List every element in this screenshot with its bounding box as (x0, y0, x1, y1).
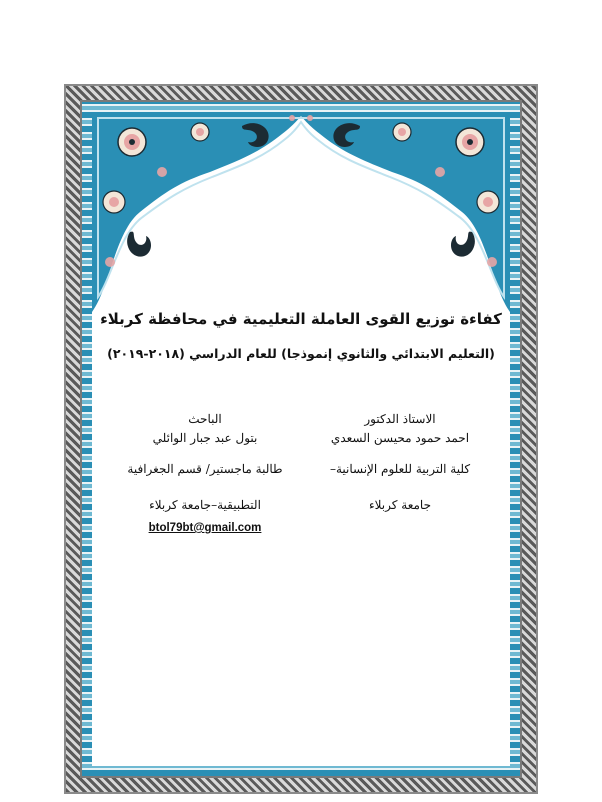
researcher-department: التطبيقية–جامعة كربلاء (149, 498, 261, 512)
supervisor-affiliation-line2: جامعة كربلاء (368, 498, 431, 512)
researcher-name: بتول عبد جبار الوائلي (152, 431, 258, 445)
researcher-role: الباحث (188, 412, 222, 426)
supervisor-role: الاستاذ الدكتور (364, 412, 436, 426)
flower-motif-icon (393, 123, 411, 141)
flower-motif-icon (118, 128, 146, 156)
flower-motif-icon (477, 191, 499, 213)
flower-motif-icon (103, 191, 125, 213)
islamic-arch-ornament (92, 112, 510, 312)
researcher-email-link[interactable]: btol79bt@gmail.com (148, 522, 262, 534)
flower-motif-icon (191, 123, 209, 141)
flower-motif-icon (456, 128, 484, 156)
document-title: كفاءة توزيع القوى العاملة التعليمية في محافظة كربلاء (100, 310, 502, 328)
supervisor-name: احمد حمود محيسن السعدي (330, 431, 470, 445)
document-subtitle: (التعليم الابتدائي والثانوي إنموذجا) للعام الدراسي (٢٠١٨-٢٠١٩) (107, 346, 495, 361)
researcher-program: طالبة ماجستير/ قسم الجغرافية (127, 462, 283, 476)
researcher-block (110, 404, 300, 536)
supervisor-affiliation-line1: كلية التربية للعلوم الإنسانية– (329, 462, 471, 476)
supervisor-block (300, 404, 500, 520)
